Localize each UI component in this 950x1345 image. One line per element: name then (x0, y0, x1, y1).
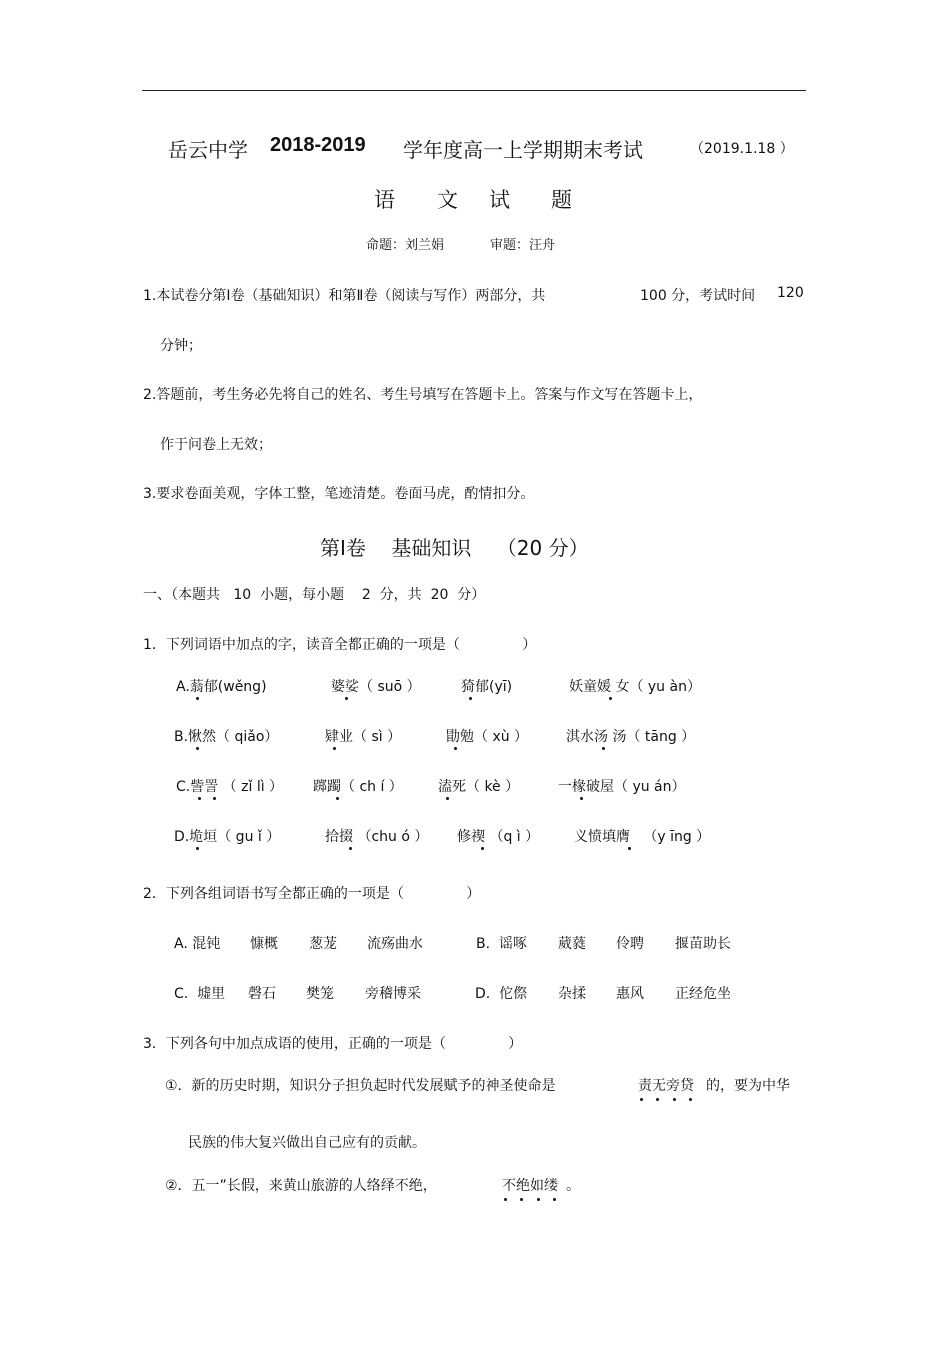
header-rule (142, 90, 806, 91)
reviewer-line: 审题：汪舟 (490, 238, 556, 253)
instruction-2-cont: 作于问卷上无效； (160, 437, 272, 453)
q1-option-a1: A.蓊郁(wěng) (176, 679, 267, 695)
q1-option-d3: 修禊 （q ì ） (457, 829, 540, 845)
q1-stem: 1．下列词语中加点的字，读音全都正确的一项是（ ） (143, 637, 537, 653)
exam-date: （2019.1.18 ） (690, 141, 794, 157)
emphasis-dots (504, 1198, 556, 1201)
emphasis-dot (336, 797, 339, 800)
q3-item-1: ①．新的历史时期，知识分子担负起时代发展赋予的神圣使命是 (165, 1078, 556, 1094)
q1-option-b1: B.愀然（ qiǎo） (174, 729, 279, 745)
emphasis-dot (349, 847, 352, 850)
q3-item-2-idiom: 不绝如缕 (502, 1175, 558, 1195)
q2-d-word-3: 惠风 (616, 986, 644, 1002)
q2-a-word-4: 流殇曲水 (367, 936, 423, 952)
q2-b-word-4: 揠苗助长 (675, 936, 731, 952)
emphasis-dots (640, 1098, 692, 1101)
q2-b-word-3: 伶聘 (616, 936, 644, 952)
q3-item-1-tail: 的，要为中华 (706, 1078, 790, 1094)
emphasis-dot (628, 847, 631, 850)
q1-option-a3: 猗郁(yī) (461, 679, 513, 695)
instruction-2: 2.答题前，考生务必先将自己的姓名、考生号填写在答题卡上。答案与作文写在答题卡上， (143, 387, 703, 403)
emphasis-dot (454, 747, 457, 750)
section-title: 第Ⅰ卷 基础知识 （20 分） (320, 536, 589, 560)
q2-d-word-4: 正经危坐 (675, 986, 731, 1002)
q1-option-c2: 踯躅（ ch í ） (313, 779, 403, 795)
q1-option-d1: D.垝垣（ gu ǐ ） (174, 829, 281, 845)
title-char-4: 题 (551, 188, 572, 212)
title-char-2: 文 (437, 188, 458, 212)
emphasis-dot (602, 747, 605, 750)
q2-a-word-1: A. 混钝 (174, 936, 221, 952)
q2-b-word-2: 葳蕤 (558, 936, 586, 952)
q2-c-word-4: 旁稽博采 (365, 986, 421, 1002)
q1-option-a4: 妖童媛 女（ yu àn） (569, 679, 701, 695)
q2-c-word-1: C. 墟里 (174, 986, 226, 1002)
part-intro: 一、（本题共 10 小题，每小题 2 分，共 20 分） (143, 587, 486, 603)
q2-b-word-1: B. 谣啄 (476, 936, 527, 952)
emphasis-dot (446, 797, 449, 800)
q2-a-word-2: 慷概 (250, 936, 278, 952)
q2-d-word-1: D. 佗傺 (475, 986, 528, 1002)
q1-option-c3: 溘死（ kè ） (438, 779, 520, 795)
q3-item-2-tail: 。 (566, 1178, 580, 1194)
title-char-1: 语 (374, 188, 395, 212)
q1-option-d2: 拾掇 （chu ó ） (325, 829, 429, 845)
q1-option-c1: C.訾詈 （ zǐ lì ） (176, 779, 284, 795)
school-years: 2018-2019 (270, 134, 366, 156)
q1-option-b4: 淇水汤 汤（ tāng ） (566, 729, 696, 745)
emphasis-dot (198, 797, 201, 800)
q1-option-b3: 勖勉（ xù ） (446, 729, 529, 745)
q3-stem: 3．下列各句中加点成语的使用，正确的一项是（ ） (143, 1036, 523, 1052)
q1-option-d4: 义愤填膺 （y īng ） (574, 829, 711, 845)
school-name: 岳云中学 (168, 138, 248, 162)
emphasis-dot (609, 697, 612, 700)
emphasis-dot (345, 697, 348, 700)
q1-option-a2: 婆娑（ suō ） (331, 679, 421, 695)
q1-option-b2: 肄业（ sì ） (325, 729, 402, 745)
instruction-1-score: 100 分，考试时间 (640, 288, 756, 304)
author-line: 命题：刘兰娟 (366, 238, 445, 253)
q2-stem: 2．下列各组词语书写全都正确的一项是（ ） (143, 886, 481, 902)
instruction-1: 1.本试卷分第Ⅰ卷（基础知识）和第Ⅱ卷（阅读与写作）两部分，共 (143, 288, 546, 304)
emphasis-dot (213, 797, 216, 800)
emphasis-dot (196, 697, 199, 700)
instruction-1-minutes: 120 (777, 285, 804, 301)
emphasis-dot (333, 747, 336, 750)
emphasis-dot (196, 847, 199, 850)
exam-name: 学年度高一上学期期末考试 (403, 138, 643, 162)
q2-c-word-3: 樊笼 (306, 986, 334, 1002)
emphasis-dot (196, 747, 199, 750)
q2-c-word-2: 磬石 (248, 986, 276, 1002)
q3-item-2: ②．五一”长假，来黄山旅游的人络绎不绝， (165, 1178, 437, 1194)
emphasis-dot (580, 797, 583, 800)
q2-a-word-3: 葱茏 (309, 936, 337, 952)
q3-item-1-idiom: 责无旁贷 (638, 1075, 694, 1095)
emphasis-dot (481, 847, 484, 850)
instruction-3: 3.要求卷面美观，字体工整，笔迹清楚。卷面马虎，酌情扣分。 (143, 486, 535, 502)
q1-option-c4: 一椽破屋（ yu án） (558, 779, 686, 795)
title-char-3: 试 (489, 188, 510, 212)
emphasis-dot (469, 697, 472, 700)
q2-d-word-2: 杂揉 (558, 986, 586, 1002)
q3-item-1-cont: 民族的伟大复兴做出自己应有的贡献。 (188, 1135, 426, 1151)
instruction-1-cont: 分钟； (160, 338, 202, 354)
